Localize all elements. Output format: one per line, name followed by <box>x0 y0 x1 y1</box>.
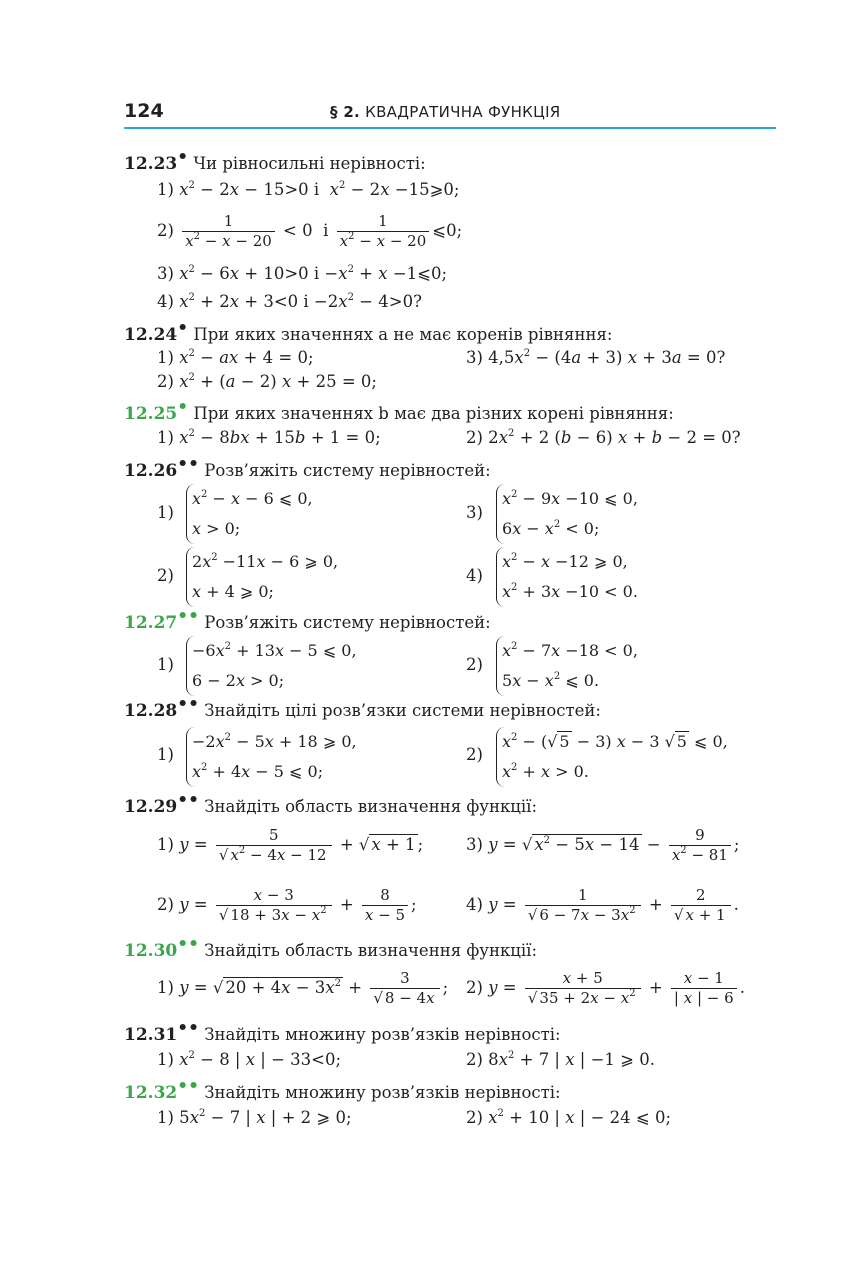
problem-12-27-label-2: 2) <box>466 655 483 674</box>
problem-12-30-heading: 12.30•• Знайдіть область визначення функції: <box>124 934 538 961</box>
problem-12-26-system-3: $x^2 - 9x -10$ ⩽ 0, $6x - x^2 < 0$; <box>496 484 638 544</box>
problem-12-23-item-2: 2) $\frac{1}{x^2 - x - 20}$ < 0 і $\frac{1}{x^2 - x - 20}$ ⩽0; <box>157 212 463 250</box>
problem-12-26-system-2: $2x^2 -11x - 6$ ⩾ 0, x + 4 ⩾ 0; <box>186 547 338 607</box>
problem-12-23-item-1: 1) $x^2 - 2x - 15>0$ і $x^2 - 2x$ −15⩾0; <box>157 180 460 199</box>
problem-12-26-system-4: $x^2 - x -12$ ⩾ 0, $x^2 + 3x -10 < 0$. <box>496 547 638 607</box>
problem-12-28-label-2: 2) <box>466 745 483 764</box>
section-title: КВАДРАТИЧНА ФУНКЦІЯ <box>365 103 561 121</box>
problem-12-24-item-3: 3) $4,5x^2 - (4a + 3) x + 3a = 0$? <box>466 348 726 367</box>
problem-12-29-item-4: 4) y = $\frac{1}{√ 6 - 7x - 3x^2}$ + $\frac{2}{√ x + 1}$ . <box>466 886 739 924</box>
problem-12-25-item-1: 1) $x^2 - 8bx + 15b + 1 = 0$; <box>157 428 381 447</box>
problem-12-24-item-2: 2) $x^2 + (a - 2) x + 25 = 0$; <box>157 372 377 391</box>
problem-12-26-label-3: 3) <box>466 503 483 522</box>
page-number: 124 <box>124 100 164 122</box>
problem-12-28-label-1: 1) <box>157 745 174 764</box>
problem-12-27-system-1: $-6x^2 + 13x - 5$ ⩽ 0, 6 − 2x > 0; <box>186 636 357 696</box>
problem-12-25-item-2: 2) $2x^2 + 2$ (b − 6) x + b − 2 = 0? <box>466 428 741 447</box>
problem-12-23-heading: 12.23• Чи рівносильні нерівності: <box>124 147 426 174</box>
problem-12-23-item-3: 3) $x^2 - 6x + 10>0$ $і -x^2 + x$ −1⩽0; <box>157 264 448 283</box>
problem-12-26-label-2: 2) <box>157 566 174 585</box>
section-mark: § 2. <box>330 103 361 121</box>
problem-12-26-system-1: $x^2 - x - 6$ ⩽ 0, x > 0; <box>186 484 313 544</box>
problem-12-26-label-1: 1) <box>157 503 174 522</box>
problem-12-28-system-2: $x^2$ − (√ 5 − 3) x − 3 √ 5 ⩽ 0, $x^2 + x > 0$. <box>496 727 728 787</box>
problem-12-29-heading: 12.29•• Знайдіть область визначення функції: <box>124 790 538 817</box>
header-rule <box>124 127 776 129</box>
problem-12-32-heading: 12.32•• Знайдіть множину розв’язків нерівності: <box>124 1076 561 1103</box>
problem-12-23-item-4: 4) $x^2 + 2x + 3<0$ $і -2x^2 - 4>0$? <box>157 292 422 311</box>
problem-12-31-item-1: 1) $x^2 - 8$ | x | − 33<0; <box>157 1050 342 1069</box>
problem-12-28-heading: 12.28•• Знайдіть цілі розв’язки системи нерівностей: <box>124 694 601 721</box>
problem-12-25-heading: 12.25• При яких значеннях b має два різних корені рівняння: <box>124 397 674 424</box>
problem-12-32-item-1: 1) $5x^2 - 7$ | x | + 2 ⩾ 0; <box>157 1108 352 1127</box>
running-header <box>330 103 561 121</box>
problem-12-27-heading: 12.27•• Розв’яжіть систему нерівностей: <box>124 606 491 633</box>
problem-12-27-label-1: 1) <box>157 655 174 674</box>
problem-12-31-heading: 12.31•• Знайдіть множину розв’язків нерівності: <box>124 1018 561 1045</box>
problem-12-27-system-2: $x^2 - 7x -18 < 0$, $5x - x^2$ ⩽ 0. <box>496 636 638 696</box>
problem-12-26-heading: 12.26•• Розв’яжіть систему нерівностей: <box>124 454 491 481</box>
problem-12-31-item-2: 2) $8x^2 + 7$ | x | −1 ⩾ 0. <box>466 1050 655 1069</box>
problem-12-30-item-2: 2) y = $\frac{x + 5}{√ 35 + 2x - x^2}$ + $\frac{x - 1}{| x | - 6}$ . <box>466 969 745 1007</box>
problem-12-24-heading: 12.24• При яких значеннях a не має коренів рівняння: <box>124 318 613 345</box>
problem-12-24-item-1: 1) $x^2$ − ax + 4 = 0; <box>157 348 314 367</box>
problem-12-30-item-1: 1) y = √ $20 + 4x - 3x^2$ + $\frac{3}{√ 8 - 4x}$ ; <box>157 969 449 1007</box>
problem-12-32-item-2: 2) $x^2 + 10$ | x | − 24 ⩽ 0; <box>466 1108 672 1127</box>
problem-12-29-item-1: 1) y = $\frac{5}{√ x^2 - 4x - 12}$ + √ x + 1 ; <box>157 826 424 864</box>
problem-12-28-system-1: $-2x^2 - 5x + 18$ ⩾ 0, $x^2 + 4x - 5$ ⩽ 0; <box>186 727 357 787</box>
problem-12-26-label-4: 4) <box>466 566 483 585</box>
problem-12-29-item-2: 2) y = $\frac{x - 3}{√ 18 + 3x - x^2}$ + $\frac{8}{x - 5}$ ; <box>157 886 417 924</box>
problem-12-29-item-3: 3) y = √ $x^2 - 5x - 14$ − $\frac{9}{x^2 - 81}$ ; <box>466 826 740 864</box>
